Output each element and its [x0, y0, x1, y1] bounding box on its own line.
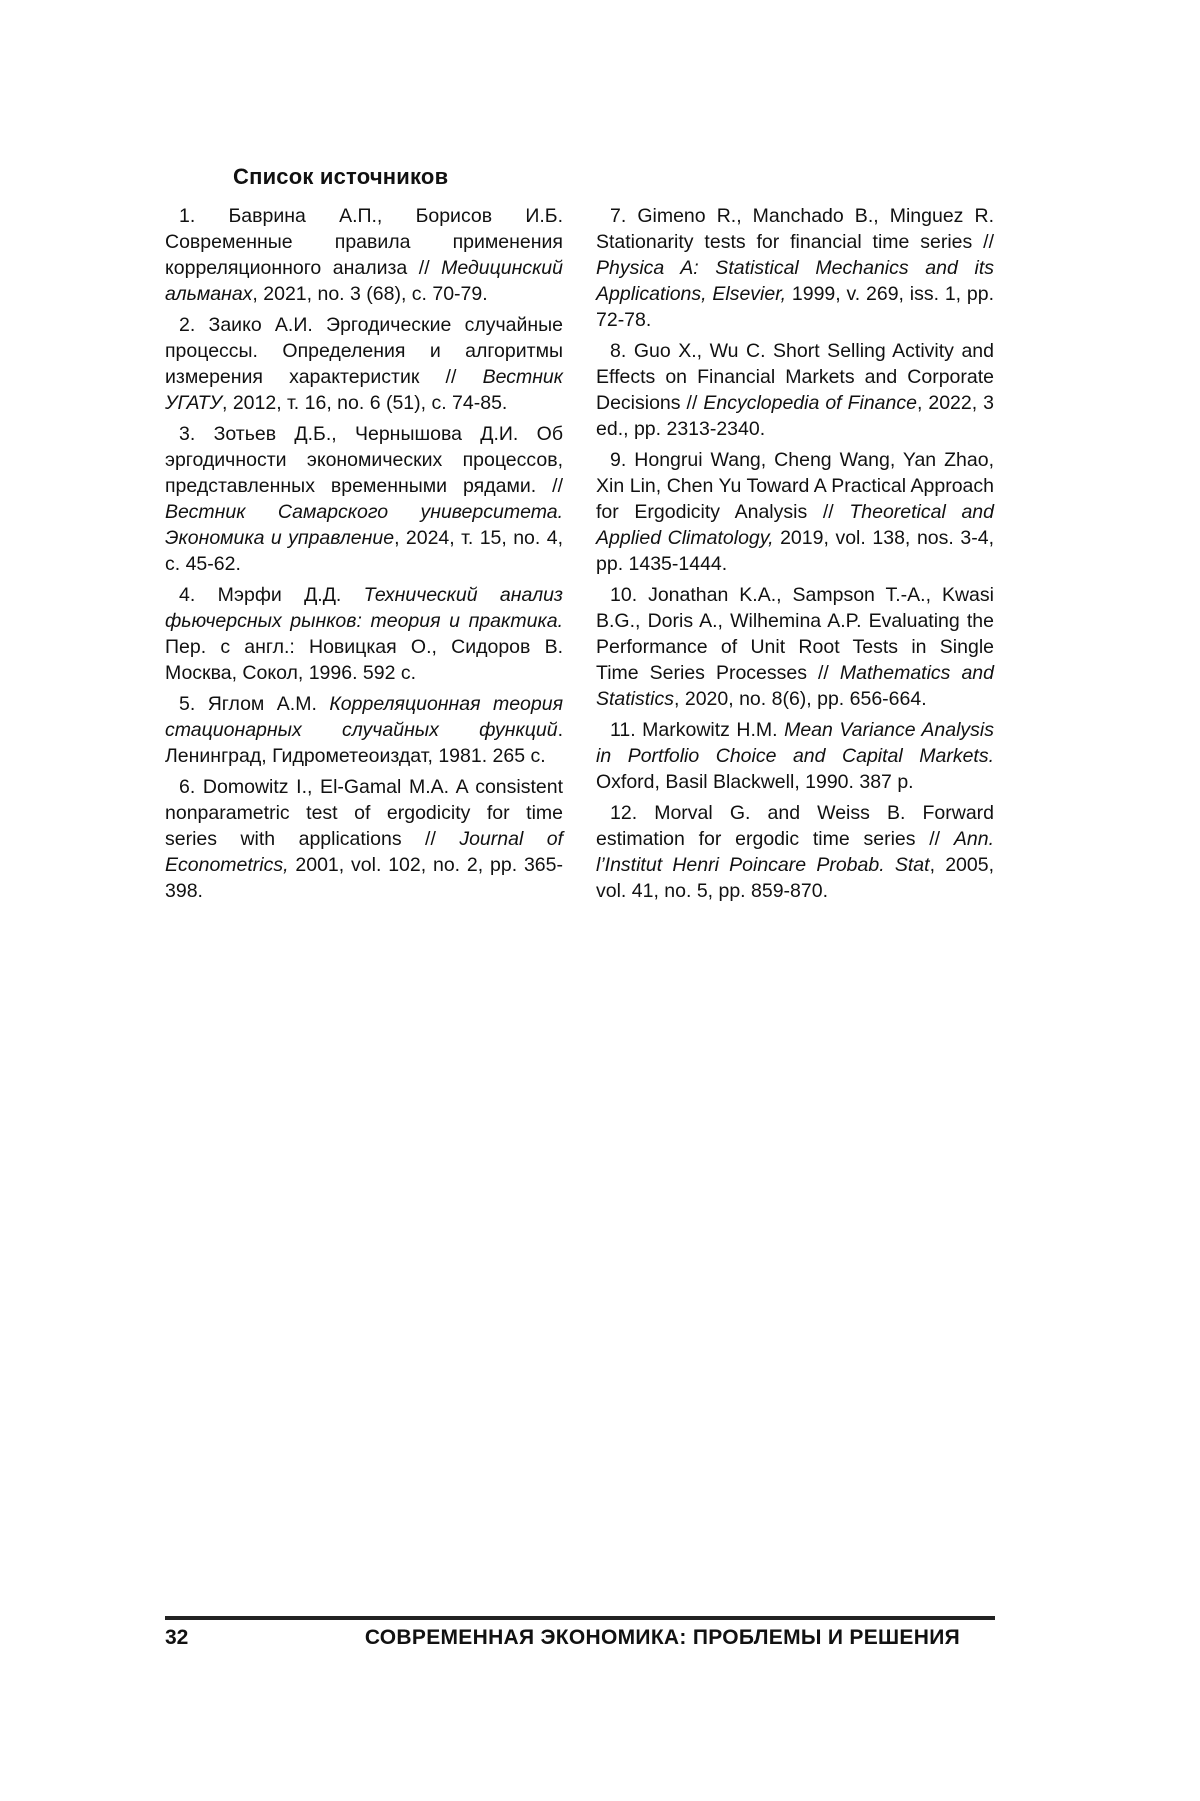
reference-item [596, 338, 994, 442]
reference-source: Theoretical and Applied Climatology, [596, 501, 994, 549]
reference-text: Jonathan K.A., Sampson T.-A., Kwasi B.G., Doris A., Wilhemina A.P. Evaluating the Performance of Unit Root Tests in Single Time Series Processes // [596, 584, 994, 684]
reference-source: Encyclopedia of Finance [703, 392, 917, 414]
reference-source: Physica A: Statistical Mechanics and its Applications, Elsevier, [596, 257, 994, 305]
reference-source: Mathematics and Statistics [596, 662, 994, 710]
reference-source: Journal of Econometrics, [165, 828, 563, 876]
reference-item [596, 203, 994, 333]
reference-text: Gimeno R., Manchado B., Minguez R. Stationarity tests for financial time series // [596, 205, 994, 253]
reference-number: 10. [610, 584, 638, 606]
reference-source: Mean Variance Analysis in Portfolio Choice and Capital Markets. [596, 719, 994, 767]
reference-details: Oxford, Basil Blackwell, 1990. 387 p. [596, 771, 914, 793]
reference-source: Вестник Самарского университета. Экономика и управление [165, 501, 563, 549]
reference-number: 4. [179, 584, 196, 606]
reference-text: Hongrui Wang, Cheng Wang, Yan Zhao, Xin Lin, Chen Yu Toward A Practical Approach for Ergodicity Analysis // [596, 449, 994, 523]
reference-item [165, 421, 563, 577]
references-heading: Список источников [233, 164, 449, 189]
reference-number: 6. [179, 776, 196, 798]
reference-number: 11. [610, 719, 636, 741]
reference-text: Мэрфи Д.Д. [217, 584, 364, 606]
reference-item [596, 717, 994, 795]
reference-text: Баврина А.П., Борисов И.Б. Современные правила применения корреляционного анализа // [165, 205, 563, 279]
journal-title: СОВРЕМЕННАЯ ЭКОНОМИКА: ПРОБЛЕМЫ И РЕШЕНИЯ [364, 1626, 960, 1649]
reference-number: 8. [610, 340, 627, 362]
reference-item [165, 774, 563, 904]
reference-number: 7. [610, 205, 627, 227]
reference-number: 3. [179, 423, 196, 445]
reference-text: Яглом А.М. [207, 693, 330, 715]
reference-item [165, 312, 563, 416]
reference-number: 2. [179, 314, 196, 336]
reference-item [596, 582, 994, 712]
reference-item [596, 800, 994, 904]
reference-text: Зотьев Д.Б., Чернышова Д.И. Об эргодичности экономических процессов, представленных временными рядами. // [165, 423, 563, 497]
reference-details: , 2005, vol. 41, no. 5, pp. 859-870. [596, 854, 995, 902]
reference-text: Заико А.И. Эргодические случайные процессы. Определения и алгоритмы измерения характеристик // [165, 314, 563, 388]
reference-item [165, 582, 563, 686]
reference-source: Корреляционная теория стационарных случайных функций [165, 693, 563, 741]
reference-item [165, 691, 563, 769]
reference-number: 1. [179, 205, 196, 227]
page-number: 32 [165, 1626, 189, 1649]
reference-text: Morval G. and Weiss B. Forward estimation for ergodic time series // [596, 802, 995, 850]
reference-text: Domowitz I., El-Gamal M.A. A consistent nonparametric test of ergodicity for time series with applications // [165, 776, 563, 850]
reference-number: 12. [610, 802, 638, 824]
reference-item [165, 203, 563, 307]
reference-text: Guo X., Wu C. Short Selling Activity and Effects on Financial Markets and Corporate Decisions // [596, 340, 995, 414]
reference-details: , 2021, no. 3 (68), с. 70-79. [252, 283, 488, 305]
reference-details: 2001, vol. 102, no. 2, pp. 365-398. [165, 854, 563, 902]
reference-details: 2019, vol. 138, nos. 3-4, pp. 1435-1444. [596, 527, 994, 575]
references-column-right [596, 203, 994, 909]
reference-details: 1999, v. 269, iss. 1, pp. 72-78. [596, 283, 994, 331]
reference-source: Ann. l’Institut Henri Poincare Probab. Stat [596, 828, 994, 876]
reference-item [596, 447, 994, 577]
reference-number: 9. [610, 449, 627, 471]
reference-source: Вестник УГАТУ [165, 366, 563, 414]
reference-details: Пер. с англ.: Новицкая О., Сидоров В. Москва, Сокол, 1996. 592 с. [165, 636, 563, 684]
reference-text: Markowitz H.M. [642, 719, 785, 741]
reference-details: . Ленинград, Гидрометеоиздат, 1981. 265 с. [165, 719, 563, 767]
reference-details: , 2022, 3 ed., pp. 2313-2340. [596, 392, 994, 440]
reference-source: Медицинский альманах [165, 257, 563, 305]
reference-source: Технический анализ фьючерсных рынков: теория и практика. [165, 584, 563, 632]
references-column-left [165, 203, 563, 909]
reference-number: 5. [179, 693, 196, 715]
reference-details: , 2012, т. 16, no. 6 (51), с. 74-85. [221, 392, 508, 414]
footer-divider [165, 1616, 995, 1620]
reference-details: , 2024, т. 15, no. 4, с. 45-62. [165, 527, 563, 575]
reference-details: , 2020, no. 8(6), pp. 656-664. [674, 688, 927, 710]
